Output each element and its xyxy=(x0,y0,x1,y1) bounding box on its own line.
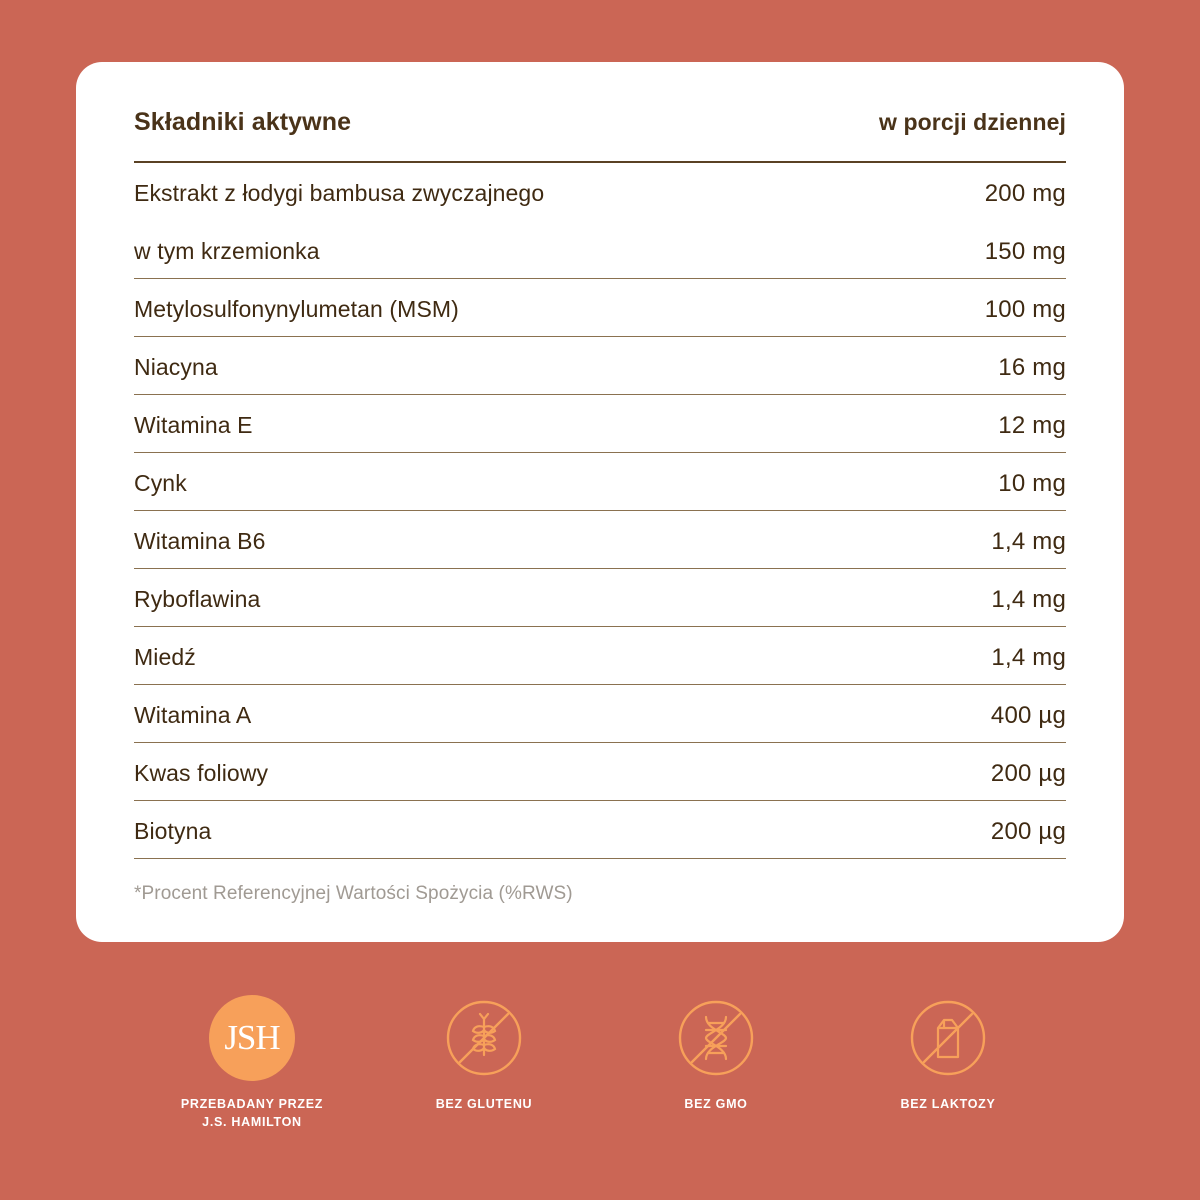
ingredient-value: 200 mg xyxy=(984,180,1066,207)
ingredient-value: 12 mg xyxy=(998,412,1066,439)
ingredient-name: Kwas foliowy xyxy=(134,760,269,786)
certification-badges xyxy=(0,995,1200,1131)
ingredient-value: 150 mg xyxy=(984,238,1066,265)
ingredient-value: 16 mg xyxy=(998,354,1066,381)
badge-caption-line1: BEZ GLUTENU xyxy=(435,1097,533,1111)
table-row xyxy=(134,163,1066,221)
badge-caption-line1: BEZ LAKTOZY xyxy=(900,1097,996,1111)
badge-caption-line2: J.S. HAMILTON xyxy=(202,1115,302,1130)
badge-caption xyxy=(436,1095,533,1113)
ingredients-card xyxy=(76,62,1124,942)
table-row xyxy=(134,685,1066,743)
ingredient-name: Biotyna xyxy=(134,818,212,844)
footnote-rws: *Procent Referencyjnej Wartości Spożycia (%RWS) xyxy=(134,883,573,904)
badge-lactose-free xyxy=(868,995,1028,1113)
ingredient-name: Witamina A xyxy=(134,702,252,728)
table-header-label-ingredients: Składniki aktywne xyxy=(134,108,352,136)
ingredient-name: Miedź xyxy=(134,644,196,670)
ingredient-name: Metylosulfonynylumetan (MSM) xyxy=(134,296,459,322)
ingredient-name: Witamina E xyxy=(134,412,253,438)
ingredient-name: Cynk xyxy=(134,470,187,496)
table-row xyxy=(134,337,1066,395)
ingredient-value: 200 µg xyxy=(990,818,1066,845)
no-lactose-icon xyxy=(905,995,991,1081)
table-row xyxy=(134,453,1066,511)
table-row xyxy=(134,743,1066,801)
badge-caption-line1: BEZ GMO xyxy=(684,1097,748,1111)
ingredient-name: Niacyna xyxy=(134,354,218,380)
badge-caption-line1: PRZEBADANY PRZEZ xyxy=(180,1097,324,1111)
ingredient-value: 1,4 mg xyxy=(991,528,1066,555)
table-row xyxy=(134,569,1066,627)
ingredient-value: 100 mg xyxy=(984,296,1066,323)
table-row xyxy=(134,511,1066,569)
ingredient-value: 1,4 mg xyxy=(991,644,1066,671)
badge-caption xyxy=(901,1095,996,1113)
no-gmo-icon xyxy=(673,995,759,1081)
table-row xyxy=(134,279,1066,337)
badge-gluten-free xyxy=(404,995,564,1113)
table-header xyxy=(134,108,1066,163)
jsh-monogram-icon xyxy=(209,995,295,1081)
ingredient-value: 200 µg xyxy=(990,760,1066,787)
table-row xyxy=(134,395,1066,453)
ingredient-name: Ekstrakt z łodygi bambusa zwyczajnego xyxy=(134,180,545,206)
badge-caption xyxy=(181,1095,323,1131)
jsh-monogram-text: JSH xyxy=(209,995,295,1081)
badge-caption xyxy=(684,1095,747,1113)
ingredient-value: 1,4 mg xyxy=(991,586,1066,613)
ingredient-name: w tym krzemionka xyxy=(134,238,320,264)
badge-gmo-free xyxy=(636,995,796,1113)
badge-jsh-tested xyxy=(172,995,332,1131)
ingredient-name: Ryboflawina xyxy=(134,586,261,612)
ingredients-list xyxy=(134,163,1066,859)
table-header-label-daily-portion: w porcji dziennej xyxy=(878,109,1066,135)
table-row xyxy=(134,221,1066,279)
ingredients-card-inner xyxy=(76,62,1124,905)
ingredient-value: 10 mg xyxy=(998,470,1066,497)
ingredient-value: 400 µg xyxy=(990,702,1066,729)
no-gluten-icon xyxy=(441,995,527,1081)
ingredient-name: Witamina B6 xyxy=(134,528,266,554)
table-row xyxy=(134,627,1066,685)
table-row xyxy=(134,801,1066,859)
